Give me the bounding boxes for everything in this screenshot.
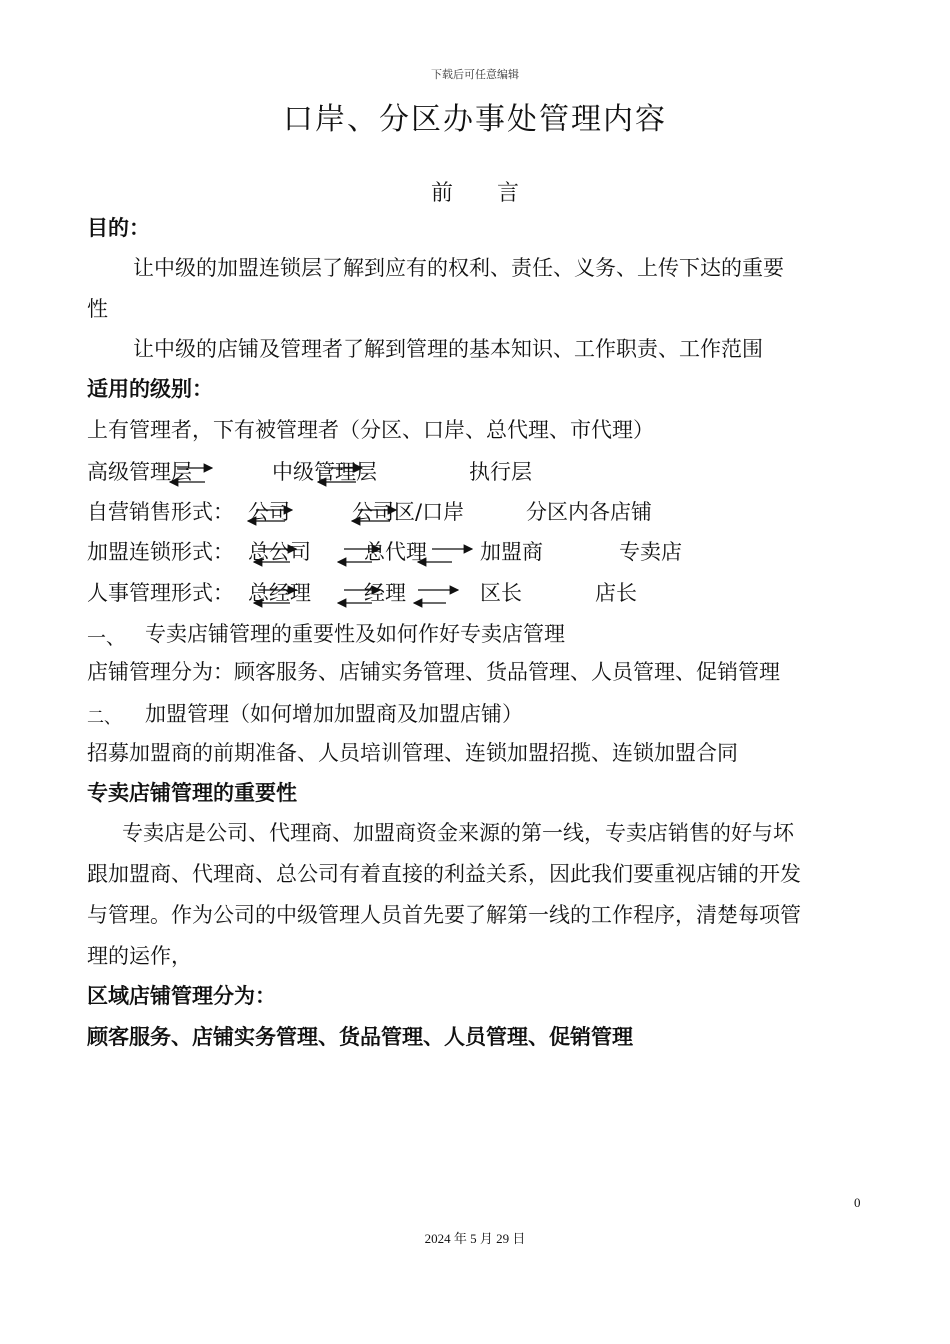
purpose-paragraph-1-cont: 性 [87,297,108,321]
importance-line: 专卖店是公司、代理商、加盟商资金来源的第一线，专卖店销售的好与坏 [122,821,794,845]
regional-heading: 区域店铺管理分为： [87,984,276,1008]
preface-heading: 前 言 [430,181,519,206]
flow-item: 经理 [364,581,406,605]
purpose-paragraph-1: 让中级的加盟连锁层了解到应有的权利、责任、义务、上传下达的重要 [133,256,784,280]
importance-heading: 专卖店铺管理的重要性 [87,781,297,805]
outline-item-1-detail: 店铺管理分为：顾客服务、店铺实务管理、货品管理、人员管理、促销管理 [87,660,780,684]
levels-intro: 上有管理者，下有被管理者（分区、口岸、总代理、市代理） [87,418,654,442]
flow-item: 店长 [595,581,637,605]
flow-item: 专卖店 [619,540,682,564]
outline-item-1: 专卖店铺管理的重要性及如何作好专卖店管理 [145,622,565,646]
flow-item: 执行层 [469,460,532,484]
document-title: 口岸、分区办事处管理内容 [283,102,667,137]
footer-date: 2024 年 5 月 29 日 [424,1231,526,1246]
flow-item: 分区内各店铺 [526,500,652,524]
levels-heading: 适用的级别： [87,377,213,401]
importance-line: 跟加盟商、代理商、总公司有着直接的利益关系，因此我们要重视店铺的开发 [87,862,801,886]
header-note: 下载后可任意编辑 [431,68,519,81]
flow-item: 中级管理层 [272,460,377,484]
purpose-heading: 目的： [87,216,150,240]
flow-label: 自营销售形式： [87,500,234,524]
outline-number-1: 一、 [87,627,126,649]
flow-item: 高级管理层 [87,460,192,484]
flow-item: 总经理 [248,581,311,605]
purpose-paragraph-2: 让中级的店铺及管理者了解到管理的基本知识、工作职责、工作范围 [133,337,763,361]
flow-item: 区长 [480,581,522,605]
importance-line: 理的运作， [87,944,192,968]
flow-item: 总代理 [364,540,427,564]
flow-item: 加盟商 [480,540,543,564]
importance-line: 与管理。作为公司的中级管理人员首先要了解第一线的工作程序，清楚每项管 [87,903,801,927]
flow-item: 公司 [248,500,290,524]
flow-label: 加盟连锁形式： [87,540,234,564]
flow-label: 人事管理形式： [87,581,234,605]
regional-items: 顾客服务、店铺实务管理、货品管理、人员管理、促销管理 [87,1025,633,1049]
outline-item-2: 加盟管理（如何增加加盟商及加盟店铺） [145,702,523,726]
outline-item-2-detail: 招募加盟商的前期准备、人员培训管理、连锁加盟招揽、连锁加盟合同 [87,741,738,765]
outline-number-2: 二、 [87,708,121,728]
page-number: 0 [854,1195,861,1210]
flow-item: 总公司 [248,540,311,564]
flow-item: 公司区/口岸 [352,500,465,524]
